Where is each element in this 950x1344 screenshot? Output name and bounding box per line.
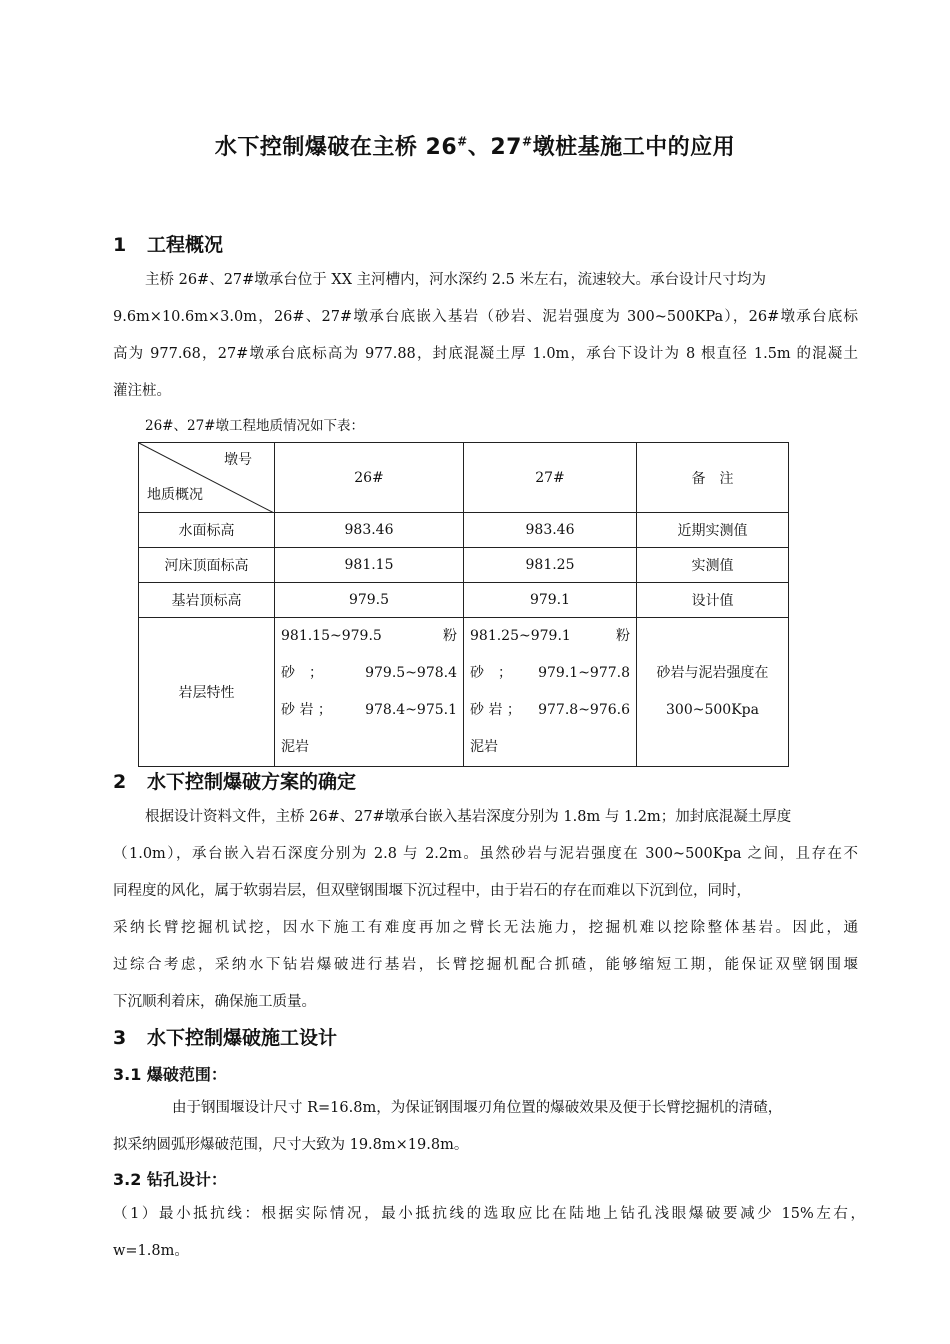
rock-cell-remark: 砂岩与泥岩强度在 300~500Kpa bbox=[637, 618, 789, 767]
rock-cell-26: 981.15~979.5 粉 砂 ； 979.5~978.4 砂 岩 ； 978.4~975.1 泥岩 bbox=[275, 618, 464, 767]
row-label: 水面标高 bbox=[139, 513, 275, 548]
col-26-header: 26# bbox=[275, 443, 464, 513]
pier-number-label: 墩号 bbox=[224, 452, 252, 468]
row-label: 基岩顶标高 bbox=[139, 583, 275, 618]
table-header-row bbox=[139, 443, 789, 513]
paragraph-2-line-6: 下沉顺利着床，确保施工质量。 bbox=[113, 994, 316, 1010]
cell-27: 983.46 bbox=[464, 513, 637, 548]
paragraph-2-line-4: 采纳长臂挖掘机试挖，因水下施工有难度再加之臂长无法施力，挖掘机难以挖除整体基岩。因此，通 bbox=[113, 920, 858, 936]
row-label: 河床顶面标高 bbox=[139, 548, 275, 583]
paragraph-2-line-3: 同程度的风化，属于软弱岩层，但双壁钢围堰下沉过程中，由于岩石的存在而难以下沉到位，同时， bbox=[113, 883, 751, 899]
section-3-1-heading: 3.1 爆破范围： bbox=[113, 1065, 227, 1084]
paragraph-1-line-4: 灌注桩。 bbox=[113, 383, 171, 399]
cell-27: 981.25 bbox=[464, 548, 637, 583]
table-row bbox=[139, 513, 789, 548]
document-title: 水下控制爆破在主桥 26#、27#墩桩基施工中的应用 bbox=[214, 134, 736, 160]
cell-26: 979.5 bbox=[275, 583, 464, 618]
col-remarks-header: 备 注 bbox=[637, 443, 789, 513]
table-row bbox=[139, 548, 789, 583]
section-2-heading: 2 水下控制爆破方案的确定 bbox=[113, 771, 357, 793]
paragraph-1-line-1: 主桥 26#、27#墩承台位于 XX 主河槽内，河水深约 2.5 米左右，流速较大。承台设计尺寸均为 bbox=[145, 272, 766, 288]
geology-label: 地质概况 bbox=[147, 487, 203, 503]
cell-remark: 设计值 bbox=[637, 583, 789, 618]
diagonal-header-cell bbox=[139, 443, 275, 513]
cell-26: 981.15 bbox=[275, 548, 464, 583]
paragraph-1-line-3: 高为 977.68，27#墩承台底标高为 977.88，封底混凝土厚 1.0m，承台下设计为 8 根直径 1.5m 的混凝土 bbox=[113, 346, 858, 362]
paragraph-3-2-line-2: w=1.8m。 bbox=[113, 1243, 189, 1259]
section-3-2-heading: 3.2 钻孔设计： bbox=[113, 1170, 227, 1189]
paragraph-3-2-line-1: （1）最小抵抗线：根据实际情况，最小抵抗线的选取应比在陆地上钻孔浅眼爆破要减少 15%左右， bbox=[113, 1206, 865, 1222]
paragraph-1-line-2: 9.6m×10.6m×3.0m，26#、27#墩承台底嵌入基岩（砂岩、泥岩强度为 300~500KPa），26#墩承台底标 bbox=[113, 309, 858, 325]
paragraph-2-line-5: 过综合考虑，采纳水下钻岩爆破进行基岩，长臂挖掘机配合抓碴，能够缩短工期，能保证双壁钢围堰 bbox=[113, 957, 858, 973]
cell-remark: 实测值 bbox=[637, 548, 789, 583]
paragraph-2-line-2: （1.0m），承台嵌入岩石深度分别为 2.8 与 2.2m。虽然砂岩与泥岩强度在 300~500Kpa 之间，且存在不 bbox=[113, 846, 858, 862]
paragraph-2-line-1: 根据设计资料文件，主桥 26#、27#墩承台嵌入基岩深度分别为 1.8m 与 1.2m；加封底混凝土厚度 bbox=[145, 809, 792, 825]
cell-26: 983.46 bbox=[275, 513, 464, 548]
cell-remark: 近期实测值 bbox=[637, 513, 789, 548]
table-row-rock bbox=[139, 618, 789, 767]
paragraph-3-1-line-1: 由于钢围堰设计尺寸 R=16.8m，为保证钢围堰刃角位置的爆破效果及便于长臂挖掘机的清碴， bbox=[172, 1100, 783, 1116]
row-label: 岩层特性 bbox=[139, 618, 275, 767]
geology-table bbox=[138, 442, 789, 767]
section-3-heading: 3 水下控制爆破施工设计 bbox=[113, 1027, 338, 1049]
cell-27: 979.1 bbox=[464, 583, 637, 618]
rock-cell-27: 981.25~979.1 粉 砂 ； 979.1~977.8 砂 岩 ； 977.8~976.6 泥岩 bbox=[464, 618, 637, 767]
section-1-heading: 1 工程概况 bbox=[113, 234, 224, 256]
paragraph-3-1-line-2: 拟采纳圆弧形爆破范围，尺寸大致为 19.8m×19.8m。 bbox=[113, 1137, 469, 1153]
table-intro: 26#、27#墩工程地质情况如下表： bbox=[145, 418, 364, 434]
col-27-header: 27# bbox=[464, 443, 637, 513]
table-row bbox=[139, 583, 789, 618]
